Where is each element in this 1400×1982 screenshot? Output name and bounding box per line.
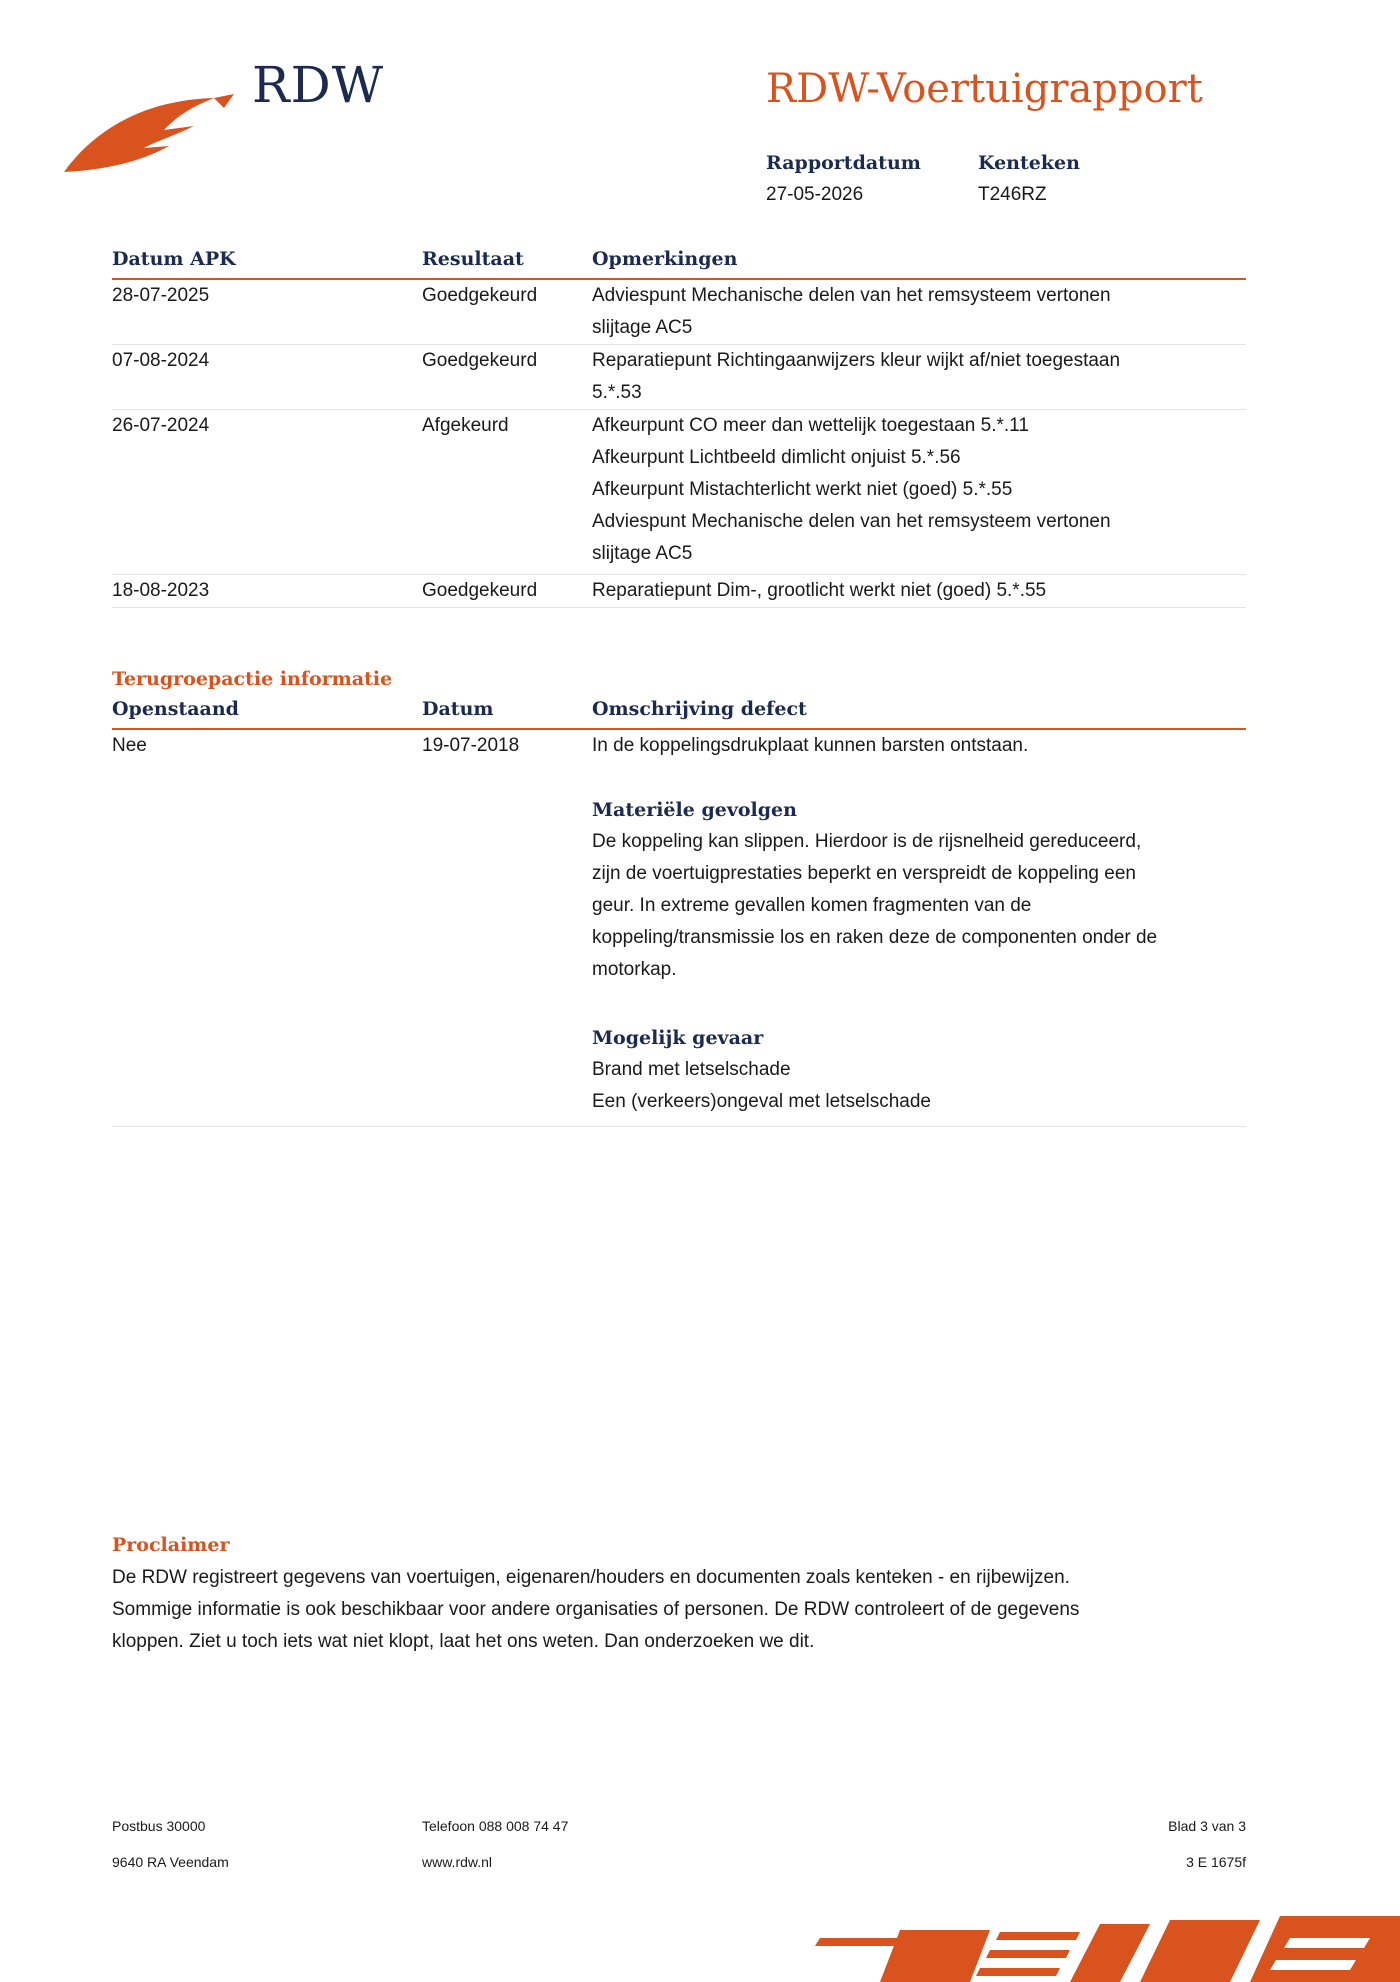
header-open: Openstaand — [112, 698, 239, 720]
note-line: Afkeurpunt Mistachterlicht werkt niet (goed) 5.*.55 — [592, 479, 1013, 500]
recall-table-header — [112, 694, 1246, 730]
plate-label: Kenteken — [978, 152, 1080, 174]
apk-result: Goedgekeurd — [422, 350, 538, 371]
note-line: 5.*.53 — [592, 382, 642, 403]
apk-result: Afgekeurd — [422, 415, 509, 436]
disclaimer-line: Sommige informatie is ook beschikbaar voor andere organisaties of personen. De RDW controleert of de gegevens — [112, 1599, 1080, 1620]
table-row — [112, 280, 1246, 345]
danger-line: Een (verkeers)ongeval met letselschade — [592, 1091, 932, 1112]
apk-result: Goedgekeurd — [422, 580, 538, 601]
disclaimer-line: kloppen. Ziet u toch iets wat niet klopt, laat het ons weten. Dan onderzoeken we dit. — [112, 1631, 815, 1652]
rdw-logo-icon — [64, 90, 234, 180]
table-row — [112, 730, 1246, 1127]
logo-text: RDW — [252, 56, 385, 114]
report-date-label: Rapportdatum — [766, 152, 921, 174]
header-defect: Omschrijving defect — [592, 698, 807, 720]
apk-notes — [592, 575, 1192, 607]
table-row — [112, 575, 1246, 608]
header-date: Datum APK — [112, 248, 236, 270]
footer-website[interactable]: www.rdw.nl — [422, 1854, 493, 1870]
disclaimer-line: De RDW registreert gegevens van voertuigen, eigenaren/houders en documenten zoals kenteken - en rijbewijzen. — [112, 1567, 1070, 1588]
disclaimer-title: Proclaimer — [112, 1534, 230, 1556]
apk-notes — [592, 345, 1192, 409]
disclaimer-text — [112, 1562, 1252, 1658]
note-line: slijtage AC5 — [592, 317, 693, 338]
apk-date: 28-07-2025 — [112, 285, 210, 306]
recall-date-value: 19-07-2018 — [422, 735, 520, 756]
recall-table — [112, 694, 1246, 1127]
footer-address-line1: Postbus 30000 — [112, 1818, 206, 1834]
table-row — [112, 345, 1246, 410]
footer-page-number: Blad 3 van 3 — [1168, 1818, 1246, 1834]
header-remarks: Opmerkingen — [592, 248, 738, 270]
material-line: zijn de voertuigprestaties beperkt en verspreidt de koppeling een — [592, 863, 1136, 884]
note-line: Reparatiepunt Dim-, grootlicht werkt niet (goed) 5.*.55 — [592, 580, 1047, 601]
apk-table-header — [112, 244, 1246, 280]
report-date-value: 27-05-2026 — [766, 184, 864, 205]
recall-open-value: Nee — [112, 735, 147, 756]
material-consequences-heading: Materiële gevolgen — [592, 799, 797, 821]
possible-danger-heading: Mogelijk gevaar — [592, 1027, 764, 1049]
danger-line: Brand met letselschade — [592, 1059, 791, 1080]
apk-notes — [592, 280, 1192, 344]
header-result: Resultaat — [422, 248, 524, 270]
material-line: koppeling/transmissie los en raken deze de componenten onder de — [592, 927, 1158, 948]
note-line: Adviespunt Mechanische delen van het remsysteem vertonen — [592, 511, 1111, 532]
stripes-decoration-icon — [790, 1910, 1400, 1982]
header-recall-date: Datum — [422, 698, 494, 720]
plate-value: T246RZ — [978, 184, 1047, 205]
recall-description — [592, 730, 1192, 1118]
note-line: slijtage AC5 — [592, 543, 693, 564]
material-line: geur. In extreme gevallen komen fragmenten van de — [592, 895, 1032, 916]
apk-date: 26-07-2024 — [112, 415, 210, 436]
note-line: Reparatiepunt Richtingaanwijzers kleur wijkt af/niet toegestaan — [592, 350, 1121, 371]
footer-phone: Telefoon 088 008 74 47 — [422, 1818, 569, 1834]
defect-text: In de koppelingsdrukplaat kunnen barsten ontstaan. — [592, 735, 1029, 756]
note-line: Afkeurpunt Lichtbeeld dimlicht onjuist 5.*.56 — [592, 447, 961, 468]
footer-doc-code: 3 E 1675f — [1186, 1854, 1246, 1870]
table-row — [112, 410, 1246, 575]
material-line: De koppeling kan slippen. Hierdoor is de rijsnelheid gereduceerd, — [592, 831, 1142, 852]
apk-table — [112, 244, 1246, 608]
footer-address-line2: 9640 RA Veendam — [112, 1854, 229, 1870]
material-line: motorkap. — [592, 959, 677, 980]
apk-result: Goedgekeurd — [422, 285, 538, 306]
note-line: Adviespunt Mechanische delen van het remsysteem vertonen — [592, 285, 1111, 306]
recall-section-title: Terugroepactie informatie — [112, 668, 393, 690]
apk-date: 18-08-2023 — [112, 580, 210, 601]
report-title: RDW-Voertuigrapport — [766, 66, 1203, 112]
apk-notes — [592, 410, 1192, 570]
apk-date: 07-08-2024 — [112, 350, 210, 371]
note-line: Afkeurpunt CO meer dan wettelijk toegestaan 5.*.11 — [592, 415, 1029, 436]
